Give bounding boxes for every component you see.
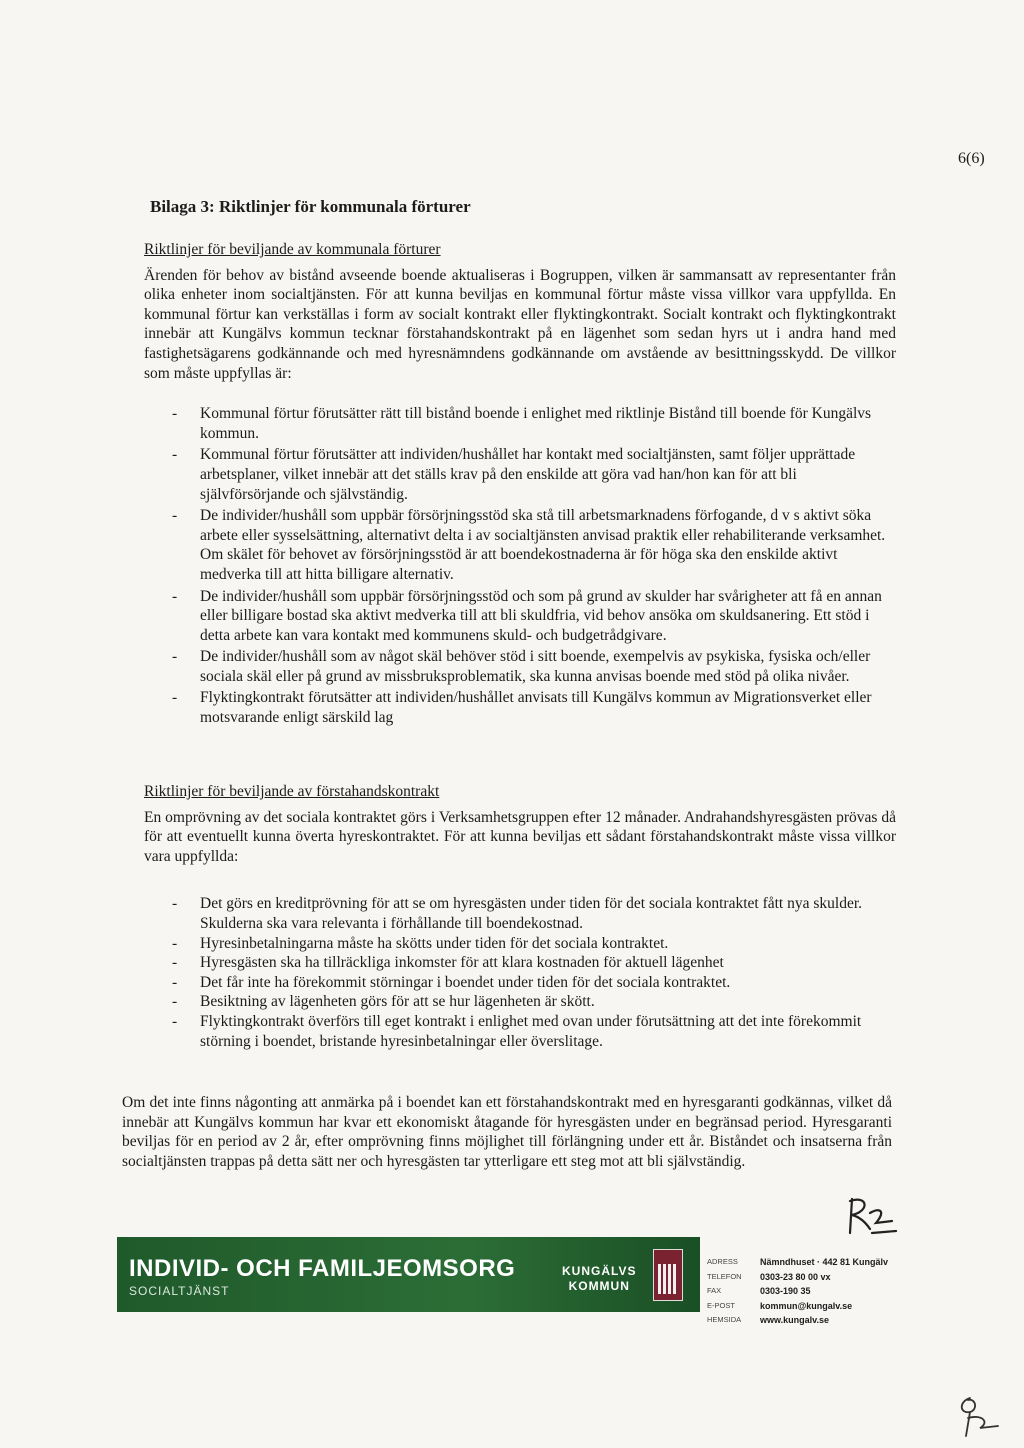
contact-value: www.kungalv.se [760,1315,830,1325]
contact-row [707,1270,888,1285]
contact-value: Nämndhuset · 442 81 Kungälv [760,1257,889,1267]
list-item [144,647,896,686]
unit-subtitle: SOCIALTJÄNST [129,1284,230,1298]
dash-bullet: - [172,954,178,972]
dash-bullet: - [172,934,178,952]
section-forstahandskontrakt [144,782,896,1051]
contact-row [707,1255,888,1270]
document-title: Bilaga 3: Riktlinjer för kommunala förturer [150,197,471,216]
dash-bullet: - [172,689,178,707]
condition-list [144,894,896,1051]
contact-label: E-POST [707,1300,735,1310]
contact-row [707,1313,888,1328]
list-item-text: Hyresinbetalningarna måste ha skötts under tiden för det sociala kontraktet. [200,934,669,952]
section-forturer [144,240,896,730]
list-item [144,587,896,646]
contact-label: HEMSIDA [707,1315,742,1324]
crest-icon [653,1249,683,1301]
closing-paragraph: Om det inte finns någonting att anmärka på i boendet kan ett förstahandskontrakt med en hyresgaranti godkännas, vilket då innebär att Kungälvs kommun har kvar ett ekonomiskt åtagande för hyresgästen under en begränsad period. Hyresgaranti beviljas för en period av 2 år, efter omprövning finns möjlighet till förlängning under ett år. Biståndet och insatserna från socialtjänsten trappas på detta sätt ner och hyresgästen tar ytterligare ett steg mot att bli självständig. [122,1094,892,1170]
section-intro: Ärenden för behov av bistånd avseende boende aktualiseras i Bogruppen, vilken är sammansatt av representanter från olika enheter inom socialtjänsten. För att kunna beviljas en kommunal förtur måste vissa villkor vara uppfyllda. En kommunal förtur kan verkställas i form av socialt kontrakt eller flyktingkontrakt. Socialt kontrakt och flyktingkontrakt innebär att Kungälvs kommun tecknar förstahandskontrakt på en lägenhet som sedan hyrs ut i andra hand med fastighetsägarens godkännande och med hyresnämndens godkännande om avstående av besittningsskydd. De villkor som måste uppfyllas är: [144,266,896,382]
contact-value: kommun@kungalv.se [760,1300,853,1311]
list-item [144,688,896,727]
list-item-text: Kommunal förtur förutsätter rätt till bistånd boende i enlighet med riktlinje Bistånd till boende för Kungälvs kommun. [200,405,872,442]
contact-block [707,1255,888,1328]
condition-list [144,404,896,728]
dash-bullet: - [172,895,178,913]
unit-name: INDIVID- OCH FAMILJEOMSORG [129,1255,516,1282]
list-item [144,445,896,504]
contact-value: 0303-23 80 00 vx [760,1271,831,1282]
list-item [144,953,896,973]
contact-row [707,1299,888,1314]
contact-label: FAX [707,1286,722,1295]
dash-bullet: - [172,405,178,423]
municipality-name [562,1264,636,1294]
list-item [144,404,896,443]
dash-bullet: - [172,446,178,464]
list-item-text: Kommunal förtur förutsätter att individen/hushållet har kontakt med socialtjänsten, samt följer upprättade arbetsplaner, vilket innebär att det ställs krav på den enskilde att göra vad han/hon kan för att bli självförsörjande och självständig. [200,446,856,503]
contact-value: 0303-190 35 [760,1286,811,1296]
dash-bullet: - [172,973,178,991]
dash-bullet: - [172,507,178,525]
list-item [144,992,896,1012]
dash-bullet: - [172,1012,178,1030]
list-item [144,973,896,993]
section-intro: En omprövning av det sociala kontraktet görs i Verksamhetsgruppen efter 12 månader. Andrahandshyresgästen prövas då för att eventuellt kunna överta hyreskontraktet. För att kunna beviljas ett sådant förstahandskontrakt måste vissa villkor vara uppfyllda: [144,808,896,865]
municipality-line-2: KOMMUN [568,1279,630,1293]
list-item-text: Det får inte ha förekommit störningar i boendet under tiden för det sociala kontraktet. [200,973,731,991]
list-item-text: Flyktingkontrakt förutsätter att individen/hushållet anvisats till Kungälvs kommun av Migrationsverket eller motsvarande enligt särskild lag [200,689,872,727]
section-heading: Riktlinjer för beviljande av förstahandskontrakt [144,783,440,800]
contact-label: ADRESS [707,1257,738,1266]
list-item [144,894,896,933]
list-item-text: De individer/hushåll som av något skäl behöver stöd i sitt boende, exempelvis av psykiska, fysiska och/eller sociala skäl eller på grund av missbruksproblematik, ska kunna anvisas boende med stöd på olika nivåer. [200,648,871,685]
section-heading: Riktlinjer för beviljande av kommunala förturer [144,241,441,258]
list-item [144,506,896,584]
dash-bullet: - [172,648,178,666]
contact-label: TELEFON [707,1271,742,1281]
list-item-text: De individer/hushåll som uppbär försörjningsstöd ska stå till arbetsmarknadens förfogande, d v s aktivt söka arbete eller sysselsättning, alternativt delta i av socialtjänsten anvisad praktik eller rehabiliterande verksamhet. Om skälet för behovet av försörjningsstöd är att boendekostnaderna är för höga ska den enskilde aktivt medverka till att hitta billigare alternativ. [200,507,886,583]
footer-banner [117,1237,700,1312]
list-item-text: Hyresgästen ska ha tillräckliga inkomster för att klara kostnaden för aktuell lägenhet [200,954,724,972]
initials-signature-icon [840,1193,900,1241]
page-number: 6(6) [958,150,985,167]
list-item [144,934,896,954]
list-item-text: Flyktingkontrakt överförs till eget kontrakt i enlighet med ovan under förutsättning att det inte förekommit störning i boendet, bristande hyresinbetalningar eller överslitage. [200,1012,862,1050]
list-item-text: De individer/hushåll som uppbär försörjningsstöd och som på grund av skulder har svårigheter att få en annan eller billigare bostad ska aktivt medverka till att bli skuldfria, vid behov ansöka om skuldsanering. Ett stöd i detta arbete kan vara kontakt med kommunens skuld- och budgetrådgivare. [200,587,882,644]
dash-bullet: - [172,993,178,1011]
initials-signature-icon [952,1392,1008,1442]
municipality-line-1: KUNGÄLVS [562,1264,637,1278]
list-item [144,1012,896,1051]
list-item-text: Besiktning av lägenheten görs för att se hur lägenheten är skött. [200,993,595,1011]
dash-bullet: - [172,587,178,605]
contact-row [707,1284,888,1299]
list-item-text: Det görs en kreditprövning för att se om hyresgästen under tiden för det sociala kontraktet fått nya skulder. Skulderna ska vara relevanta i förhållande till boendekostnad. [200,895,863,932]
